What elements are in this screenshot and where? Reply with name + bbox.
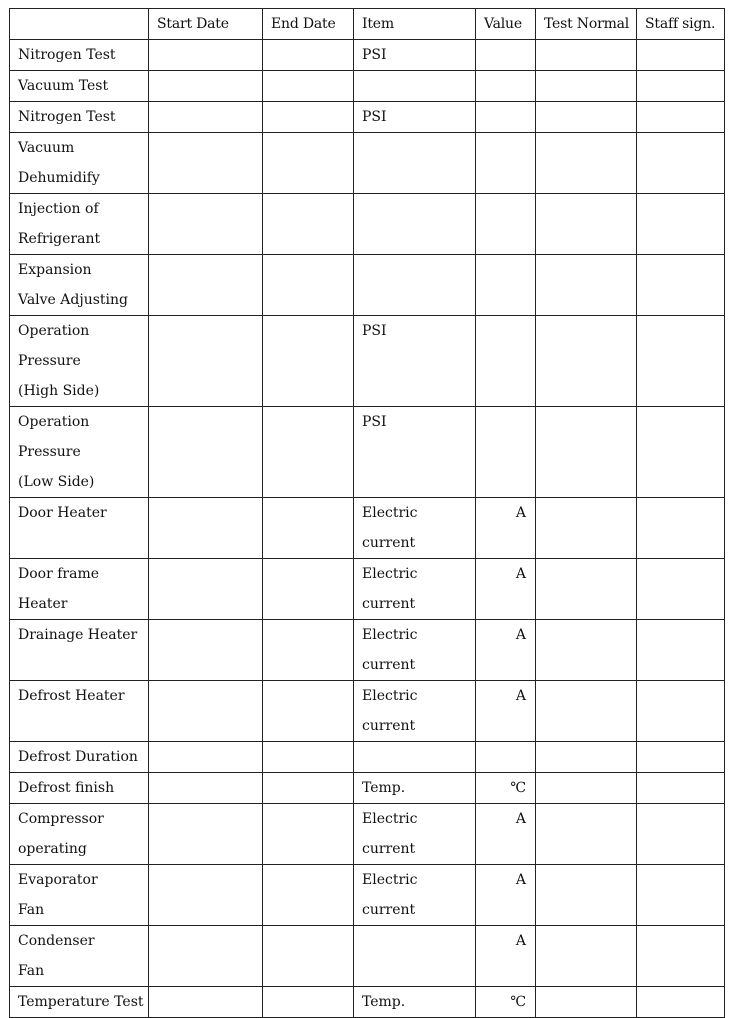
staff-sign-cell[interactable] (637, 620, 725, 681)
table-row (10, 804, 725, 865)
test-normal-cell[interactable] (536, 316, 637, 407)
row-label-line: Evaporator (18, 872, 98, 888)
end-date-cell[interactable] (263, 255, 354, 316)
row-label-line: Nitrogen Test (18, 109, 116, 125)
staff-sign-cell[interactable] (637, 987, 725, 1018)
header-test-normal: Test Normal (536, 9, 637, 40)
start-date-cell[interactable] (149, 987, 263, 1018)
row-label (10, 926, 149, 987)
item-cell (354, 926, 476, 987)
staff-sign-cell[interactable] (637, 681, 725, 742)
test-normal-cell[interactable] (536, 40, 637, 71)
row-label-line: operating (18, 841, 87, 857)
start-date-cell[interactable] (149, 865, 263, 926)
row-label-line: Condenser (18, 933, 95, 949)
test-normal-cell[interactable] (536, 559, 637, 620)
end-date-cell[interactable] (263, 681, 354, 742)
row-label (10, 742, 149, 773)
table-row (10, 71, 725, 102)
row-label (10, 255, 149, 316)
row-label-line: Injection of (18, 201, 99, 217)
row-label-line: Operation (18, 414, 90, 430)
value-cell[interactable] (476, 407, 536, 498)
end-date-cell[interactable] (263, 71, 354, 102)
end-date-cell[interactable] (263, 804, 354, 865)
start-date-cell[interactable] (149, 742, 263, 773)
item-cell: Temp. (354, 773, 476, 804)
start-date-cell[interactable] (149, 804, 263, 865)
row-label (10, 407, 149, 498)
end-date-cell[interactable] (263, 926, 354, 987)
row-label-line: (High Side) (18, 383, 100, 399)
end-date-cell[interactable] (263, 559, 354, 620)
header-value: Value (476, 9, 536, 40)
test-normal-cell[interactable] (536, 987, 637, 1018)
staff-sign-cell[interactable] (637, 804, 725, 865)
value-cell[interactable] (476, 742, 536, 773)
staff-sign-cell[interactable] (637, 102, 725, 133)
row-label-line: Dehumidify (18, 170, 100, 186)
row-label-line: Drainage Heater (18, 627, 138, 643)
test-record-table (9, 8, 725, 1018)
row-label (10, 681, 149, 742)
row-label-line: Defrost Duration (18, 749, 138, 765)
end-date-cell[interactable] (263, 194, 354, 255)
table-row (10, 194, 725, 255)
staff-sign-cell[interactable] (637, 559, 725, 620)
item-cell: Temp. (354, 987, 476, 1018)
table-row (10, 926, 725, 987)
item-cell: PSI (354, 316, 476, 407)
row-label-line: Nitrogen Test (18, 47, 116, 63)
test-normal-cell[interactable] (536, 681, 637, 742)
row-label (10, 71, 149, 102)
test-normal-cell[interactable] (536, 804, 637, 865)
table-row (10, 255, 725, 316)
item-cell (354, 133, 476, 194)
end-date-cell[interactable] (263, 620, 354, 681)
row-label-line: Heater (18, 596, 68, 612)
end-date-cell[interactable] (263, 40, 354, 71)
test-normal-cell[interactable] (536, 742, 637, 773)
item-cell: Electric current (354, 559, 476, 620)
staff-sign-cell[interactable] (637, 865, 725, 926)
value-cell[interactable]: A (476, 926, 536, 987)
start-date-cell[interactable] (149, 620, 263, 681)
table-row (10, 407, 725, 498)
start-date-cell[interactable] (149, 407, 263, 498)
test-normal-cell[interactable] (536, 773, 637, 804)
row-label-line: Compressor (18, 811, 104, 827)
staff-sign-cell[interactable] (637, 40, 725, 71)
table-row (10, 987, 725, 1018)
header-label (10, 9, 149, 40)
row-label-line: Fan (18, 902, 45, 918)
row-label (10, 194, 149, 255)
end-date-cell[interactable] (263, 987, 354, 1018)
staff-sign-cell[interactable] (637, 926, 725, 987)
value-cell[interactable] (476, 102, 536, 133)
table-row (10, 865, 725, 926)
test-normal-cell[interactable] (536, 71, 637, 102)
end-date-cell[interactable] (263, 407, 354, 498)
value-cell[interactable] (476, 255, 536, 316)
item-cell: Electric current (354, 865, 476, 926)
start-date-cell[interactable] (149, 773, 263, 804)
value-cell[interactable]: A (476, 804, 536, 865)
row-label-line: Pressure (18, 353, 81, 369)
end-date-cell[interactable] (263, 742, 354, 773)
start-date-cell[interactable] (149, 194, 263, 255)
test-normal-cell[interactable] (536, 498, 637, 559)
end-date-cell[interactable] (263, 773, 354, 804)
row-label (10, 102, 149, 133)
item-cell: Electric current (354, 681, 476, 742)
row-label (10, 498, 149, 559)
value-cell[interactable]: ℃ (476, 773, 536, 804)
row-label (10, 804, 149, 865)
item-cell: PSI (354, 102, 476, 133)
value-cell[interactable]: ℃ (476, 987, 536, 1018)
test-normal-cell[interactable] (536, 133, 637, 194)
value-cell[interactable] (476, 194, 536, 255)
test-normal-cell[interactable] (536, 255, 637, 316)
item-cell (354, 71, 476, 102)
value-cell[interactable]: A (476, 620, 536, 681)
row-label-line: Pressure (18, 444, 81, 460)
staff-sign-cell[interactable] (637, 773, 725, 804)
row-label (10, 865, 149, 926)
test-normal-cell[interactable] (536, 407, 637, 498)
row-label-line: Door frame (18, 566, 100, 582)
value-cell[interactable] (476, 133, 536, 194)
row-label (10, 559, 149, 620)
row-label-line: (Low Side) (18, 474, 95, 490)
test-normal-cell[interactable] (536, 926, 637, 987)
header-staff-sign: Staff sign. (637, 9, 725, 40)
test-normal-cell[interactable] (536, 102, 637, 133)
table-row (10, 133, 725, 194)
start-date-cell[interactable] (149, 498, 263, 559)
table-row (10, 681, 725, 742)
start-date-cell[interactable] (149, 316, 263, 407)
table-row (10, 102, 725, 133)
start-date-cell[interactable] (149, 255, 263, 316)
value-cell[interactable] (476, 71, 536, 102)
value-cell[interactable]: A (476, 865, 536, 926)
header-item: Item (354, 9, 476, 40)
start-date-cell[interactable] (149, 681, 263, 742)
value-cell[interactable]: A (476, 559, 536, 620)
row-label-line: Defrost Heater (18, 688, 125, 704)
item-cell: PSI (354, 40, 476, 71)
table-row (10, 620, 725, 681)
row-label (10, 133, 149, 194)
row-label-line: Temperature Test (18, 994, 144, 1010)
value-cell[interactable] (476, 316, 536, 407)
start-date-cell[interactable] (149, 133, 263, 194)
value-cell[interactable]: A (476, 681, 536, 742)
end-date-cell[interactable] (263, 316, 354, 407)
item-cell: PSI (354, 407, 476, 498)
table-row (10, 498, 725, 559)
test-normal-cell[interactable] (536, 620, 637, 681)
item-cell (354, 194, 476, 255)
row-label (10, 987, 149, 1018)
row-label-line: Door Heater (18, 505, 107, 521)
header-start-date: Start Date (149, 9, 263, 40)
item-cell: Electric current (354, 498, 476, 559)
test-normal-cell[interactable] (536, 865, 637, 926)
table-row (10, 773, 725, 804)
row-label-line: Expansion (18, 262, 92, 278)
row-label (10, 773, 149, 804)
start-date-cell[interactable] (149, 102, 263, 133)
end-date-cell[interactable] (263, 498, 354, 559)
row-label (10, 316, 149, 407)
table-row (10, 316, 725, 407)
staff-sign-cell[interactable] (637, 742, 725, 773)
row-label (10, 40, 149, 71)
staff-sign-cell[interactable] (637, 498, 725, 559)
start-date-cell[interactable] (149, 40, 263, 71)
item-cell (354, 742, 476, 773)
row-label-line: Defrost finish (18, 780, 115, 796)
staff-sign-cell[interactable] (637, 407, 725, 498)
item-cell: Electric current (354, 620, 476, 681)
staff-sign-cell[interactable] (637, 316, 725, 407)
end-date-cell[interactable] (263, 865, 354, 926)
row-label-line: Valve Adjusting (18, 292, 128, 308)
row-label-line: Fan (18, 963, 45, 979)
table-row (10, 40, 725, 71)
table-row (10, 742, 725, 773)
item-cell: Electric current (354, 804, 476, 865)
header-end-date: End Date (263, 9, 354, 40)
staff-sign-cell[interactable] (637, 194, 725, 255)
start-date-cell[interactable] (149, 71, 263, 102)
end-date-cell[interactable] (263, 133, 354, 194)
header-row (10, 9, 725, 40)
staff-sign-cell[interactable] (637, 133, 725, 194)
test-normal-cell[interactable] (536, 194, 637, 255)
staff-sign-cell[interactable] (637, 71, 725, 102)
start-date-cell[interactable] (149, 926, 263, 987)
row-label-line: Operation (18, 323, 90, 339)
table-row (10, 559, 725, 620)
end-date-cell[interactable] (263, 102, 354, 133)
row-label-line: Vacuum Test (18, 78, 109, 94)
item-cell (354, 255, 476, 316)
row-label-line: Refrigerant (18, 231, 101, 247)
start-date-cell[interactable] (149, 559, 263, 620)
row-label-line: Vacuum (18, 140, 75, 156)
staff-sign-cell[interactable] (637, 255, 725, 316)
value-cell[interactable]: A (476, 498, 536, 559)
row-label (10, 620, 149, 681)
value-cell[interactable] (476, 40, 536, 71)
